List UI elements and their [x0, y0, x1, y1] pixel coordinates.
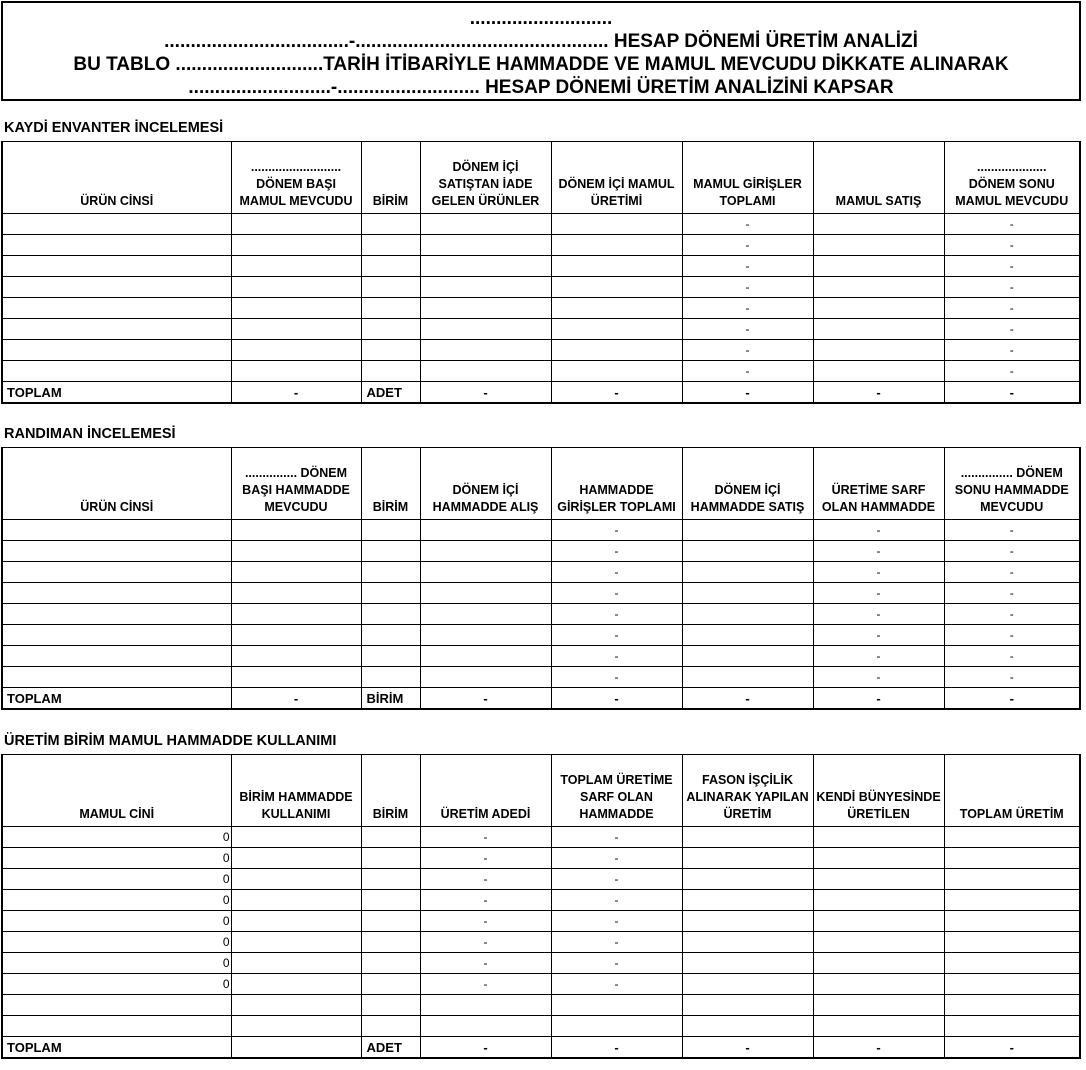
table-cell[interactable] [813, 848, 944, 869]
table-cell[interactable] [231, 827, 361, 848]
table-cell[interactable] [420, 256, 551, 277]
table-cell[interactable] [682, 604, 813, 625]
table-cell[interactable]: - [813, 646, 944, 667]
table-cell[interactable] [813, 1016, 944, 1037]
table-cell[interactable] [361, 932, 420, 953]
total-cell: - [551, 688, 682, 710]
table-cell[interactable] [2, 256, 231, 277]
table-cell[interactable] [361, 827, 420, 848]
table-cell[interactable] [361, 214, 420, 235]
table-cell[interactable] [231, 340, 361, 361]
section-title-uretim-birim: ÜRETİM BİRİM MAMUL HAMMADDE KULLANIMI [4, 733, 337, 749]
table-cell[interactable] [231, 932, 361, 953]
table-cell[interactable] [420, 277, 551, 298]
table-row [2, 827, 1080, 848]
table-cell[interactable] [551, 995, 682, 1016]
table-cell[interactable] [231, 319, 361, 340]
column-header: FASON İŞÇİLİK ALINARAK YAPILAN ÜRETİM [682, 755, 813, 827]
table-cell[interactable] [420, 298, 551, 319]
table-cell[interactable]: - [813, 541, 944, 562]
table-uretim-birim [1, 754, 1081, 1059]
table-row [2, 583, 1080, 604]
table-cell[interactable] [2, 1016, 231, 1037]
table-cell[interactable] [361, 646, 420, 667]
table-row [2, 625, 1080, 646]
table-row [2, 953, 1080, 974]
table-cell[interactable]: 0 [2, 911, 231, 932]
table-row [2, 277, 1080, 298]
table-cell[interactable]: - [682, 361, 813, 382]
table-cell[interactable] [2, 277, 231, 298]
total-cell: - [420, 688, 551, 710]
table-cell[interactable]: - [551, 646, 682, 667]
total-unit: ADET [361, 1037, 420, 1059]
title-line-dots: ........................... [469, 8, 613, 29]
total-cell: - [813, 382, 944, 404]
total-unit: BİRİM [361, 688, 420, 710]
total-label: TOPLAM [2, 1037, 231, 1059]
table-cell[interactable] [231, 869, 361, 890]
table-cell[interactable] [231, 911, 361, 932]
total-cell: - [682, 1037, 813, 1059]
table-cell[interactable] [361, 869, 420, 890]
table-cell[interactable] [361, 583, 420, 604]
table-cell[interactable] [551, 235, 682, 256]
table-cell[interactable] [813, 995, 944, 1016]
table-cell[interactable] [361, 562, 420, 583]
table-cell[interactable]: 0 [2, 890, 231, 911]
table-cell[interactable] [682, 911, 813, 932]
column-header: DÖNEM İÇİ SATIŞTAN İADE GELEN ÜRÜNLER [420, 142, 551, 214]
table-cell[interactable] [361, 974, 420, 995]
table-cell[interactable] [682, 974, 813, 995]
table-cell[interactable] [231, 541, 361, 562]
column-header: DÖNEM İÇİ HAMMADDE ALIŞ [420, 448, 551, 520]
table-cell[interactable] [944, 869, 1080, 890]
table-cell[interactable] [813, 911, 944, 932]
table-cell[interactable] [2, 298, 231, 319]
table-cell[interactable]: - [682, 277, 813, 298]
table-cell[interactable]: - [682, 256, 813, 277]
table-cell[interactable]: - [813, 667, 944, 688]
table-cell[interactable]: - [682, 214, 813, 235]
table-cell[interactable]: - [551, 890, 682, 911]
table-cell[interactable] [361, 541, 420, 562]
column-header: .................... DÖNEM SONU MAMUL MEVCUDU [944, 142, 1080, 214]
table-cell[interactable] [231, 277, 361, 298]
table-cell[interactable] [231, 890, 361, 911]
table-cell[interactable] [2, 604, 231, 625]
table-cell[interactable]: - [944, 520, 1080, 541]
table-cell[interactable] [420, 361, 551, 382]
table-cell[interactable] [361, 625, 420, 646]
table-cell[interactable] [813, 298, 944, 319]
table-cell[interactable] [682, 520, 813, 541]
table-cell[interactable] [2, 520, 231, 541]
table-cell[interactable]: - [551, 604, 682, 625]
table-cell[interactable] [420, 562, 551, 583]
table-cell[interactable] [944, 911, 1080, 932]
table-cell[interactable] [2, 235, 231, 256]
table-cell[interactable] [682, 625, 813, 646]
table-cell[interactable]: - [944, 298, 1080, 319]
column-header: BİRİM [361, 755, 420, 827]
table-cell[interactable] [231, 604, 361, 625]
table-row [2, 520, 1080, 541]
table-cell[interactable] [813, 214, 944, 235]
table-cell[interactable] [551, 340, 682, 361]
column-header: ÜRETİME SARF OLAN HAMMADDE [813, 448, 944, 520]
table-cell[interactable] [361, 604, 420, 625]
table-cell[interactable]: - [420, 953, 551, 974]
table-cell[interactable]: - [551, 667, 682, 688]
table-row [2, 995, 1080, 1016]
table-row [2, 890, 1080, 911]
total-label: TOPLAM [2, 688, 231, 710]
total-cell: - [682, 382, 813, 404]
table-row [2, 235, 1080, 256]
table-cell[interactable] [813, 932, 944, 953]
table-cell[interactable] [813, 319, 944, 340]
table-cell[interactable] [361, 911, 420, 932]
table-cell[interactable] [420, 995, 551, 1016]
table-cell[interactable] [231, 1016, 361, 1037]
table-cell[interactable] [361, 667, 420, 688]
table-cell[interactable] [944, 1016, 1080, 1037]
column-header: DÖNEM İÇİ HAMMADDE SATIŞ [682, 448, 813, 520]
table-cell[interactable]: 0 [2, 827, 231, 848]
table-row [2, 319, 1080, 340]
table-cell[interactable]: - [813, 562, 944, 583]
table-cell[interactable]: - [944, 583, 1080, 604]
table-row [2, 1016, 1080, 1037]
table-cell[interactable] [944, 827, 1080, 848]
table-cell[interactable] [813, 890, 944, 911]
table-cell[interactable] [420, 319, 551, 340]
table-cell[interactable]: - [944, 625, 1080, 646]
table-cell[interactable]: - [551, 520, 682, 541]
column-header: MAMUL CİNİ [2, 755, 231, 827]
table-cell[interactable] [2, 646, 231, 667]
table-cell[interactable]: - [420, 869, 551, 890]
table-cell[interactable]: - [551, 953, 682, 974]
table-cell[interactable]: - [420, 974, 551, 995]
table-cell[interactable] [231, 361, 361, 382]
column-header: MAMUL GİRİŞLER TOPLAMI [682, 142, 813, 214]
total-row [2, 1037, 1080, 1059]
table-cell[interactable] [551, 361, 682, 382]
table-cell[interactable] [231, 583, 361, 604]
table-cell[interactable]: - [944, 667, 1080, 688]
table-cell[interactable]: 0 [2, 848, 231, 869]
column-header: .......................... DÖNEM BAŞI MAMUL MEVCUDU [231, 142, 361, 214]
column-header: HAMMADDE GİRİŞLER TOPLAMI [551, 448, 682, 520]
table-cell[interactable] [551, 214, 682, 235]
table-cell[interactable]: - [551, 625, 682, 646]
column-header: ÜRÜN CİNSİ [2, 448, 231, 520]
table-cell[interactable] [231, 235, 361, 256]
table-cell[interactable] [682, 562, 813, 583]
table-cell[interactable]: - [682, 319, 813, 340]
total-row [2, 382, 1080, 404]
table-cell[interactable]: - [682, 340, 813, 361]
table-cell[interactable] [420, 1016, 551, 1037]
table-cell[interactable]: 0 [2, 932, 231, 953]
table-cell[interactable]: - [944, 562, 1080, 583]
total-cell: - [231, 382, 361, 404]
table-cell[interactable] [551, 256, 682, 277]
table-cell[interactable]: - [551, 974, 682, 995]
table-cell[interactable] [682, 646, 813, 667]
table-cell[interactable] [361, 520, 420, 541]
table-row [2, 604, 1080, 625]
table-row [2, 646, 1080, 667]
table-cell[interactable] [231, 667, 361, 688]
table-cell[interactable] [682, 827, 813, 848]
table-cell[interactable] [813, 256, 944, 277]
table-cell[interactable] [813, 953, 944, 974]
total-cell: - [551, 1037, 682, 1059]
table-cell[interactable]: - [551, 932, 682, 953]
table-cell[interactable]: - [551, 869, 682, 890]
table-row [2, 869, 1080, 890]
title-line-coverage: ...........................-........................... HESAP DÖNEMİ ÜRETİM ANALİZİNİ KAPSAR [188, 77, 894, 98]
table-cell[interactable]: - [944, 256, 1080, 277]
table-cell[interactable]: - [420, 932, 551, 953]
table-cell[interactable]: - [420, 890, 551, 911]
table-cell[interactable] [2, 583, 231, 604]
table-cell[interactable] [420, 604, 551, 625]
table-cell[interactable] [231, 974, 361, 995]
table-cell[interactable] [361, 277, 420, 298]
table-cell[interactable] [420, 235, 551, 256]
table-cell[interactable] [682, 541, 813, 562]
table-cell[interactable]: - [551, 848, 682, 869]
table-cell[interactable] [361, 1016, 420, 1037]
total-cell: - [944, 382, 1080, 404]
table-cell[interactable] [813, 340, 944, 361]
table-cell[interactable] [551, 277, 682, 298]
table-cell[interactable] [682, 667, 813, 688]
table-cell[interactable] [682, 583, 813, 604]
table-cell[interactable] [420, 214, 551, 235]
table-cell[interactable]: - [551, 911, 682, 932]
table-cell[interactable] [361, 361, 420, 382]
table-cell[interactable] [682, 890, 813, 911]
table-cell[interactable]: - [944, 604, 1080, 625]
table-cell[interactable] [944, 932, 1080, 953]
total-cell: - [944, 1037, 1080, 1059]
table-cell[interactable] [551, 319, 682, 340]
table-cell[interactable] [551, 1016, 682, 1037]
total-cell: - [682, 688, 813, 710]
table-cell[interactable] [813, 974, 944, 995]
column-header: ............... DÖNEM SONU HAMMADDE MEVCUDU [944, 448, 1080, 520]
total-cell: - [551, 382, 682, 404]
table-cell[interactable]: - [682, 235, 813, 256]
table-row [2, 911, 1080, 932]
section-title-randiman: RANDIMAN İNCELEMESİ [4, 426, 176, 442]
table-cell[interactable] [813, 235, 944, 256]
table-cell[interactable]: - [813, 625, 944, 646]
table-cell[interactable] [420, 646, 551, 667]
table-cell[interactable]: - [551, 827, 682, 848]
table-cell[interactable] [420, 667, 551, 688]
table-cell[interactable] [944, 953, 1080, 974]
table-cell[interactable] [813, 361, 944, 382]
table-cell[interactable]: 0 [2, 974, 231, 995]
table-cell[interactable] [944, 995, 1080, 1016]
table-cell[interactable]: - [420, 848, 551, 869]
total-cell [231, 1037, 361, 1059]
table-randiman [1, 447, 1081, 710]
total-cell: - [420, 382, 551, 404]
table-row [2, 256, 1080, 277]
column-header: MAMUL SATIŞ [813, 142, 944, 214]
table-cell[interactable] [231, 298, 361, 319]
table-cell[interactable] [361, 319, 420, 340]
title-line-period: ...................................-................................................ HESAP DÖNEMİ ÜRETİM ANALİZİ [164, 31, 918, 52]
table-cell[interactable] [420, 520, 551, 541]
column-header: DÖNEM İÇİ MAMUL ÜRETİMİ [551, 142, 682, 214]
table-row [2, 667, 1080, 688]
table-cell[interactable] [420, 583, 551, 604]
table-cell[interactable] [682, 869, 813, 890]
table-cell[interactable] [2, 562, 231, 583]
table-cell[interactable] [361, 890, 420, 911]
table-cell[interactable] [231, 256, 361, 277]
total-cell: - [813, 1037, 944, 1059]
column-header: TOPLAM ÜRETİM [944, 755, 1080, 827]
table-cell[interactable] [361, 995, 420, 1016]
table-cell[interactable] [231, 848, 361, 869]
table-cell[interactable] [944, 890, 1080, 911]
total-cell: - [420, 1037, 551, 1059]
table-cell[interactable] [551, 298, 682, 319]
table-cell[interactable] [682, 848, 813, 869]
column-header: BİRİM HAMMADDE KULLANIMI [231, 755, 361, 827]
column-header: KENDİ BÜNYESİNDE ÜRETİLEN [813, 755, 944, 827]
total-cell: - [813, 688, 944, 710]
table-cell[interactable] [813, 827, 944, 848]
column-header: BİRİM [361, 142, 420, 214]
table-cell[interactable] [2, 340, 231, 361]
table-cell[interactable] [813, 869, 944, 890]
table-cell[interactable] [420, 541, 551, 562]
table-cell[interactable] [361, 848, 420, 869]
table-cell[interactable] [231, 520, 361, 541]
table-cell[interactable] [682, 932, 813, 953]
total-label: TOPLAM [2, 382, 231, 404]
table-cell[interactable]: - [551, 562, 682, 583]
table-cell[interactable] [420, 625, 551, 646]
column-header: ÜRÜN CİNSİ [2, 142, 231, 214]
table-cell[interactable] [420, 340, 551, 361]
table-row [2, 298, 1080, 319]
table-cell[interactable] [2, 319, 231, 340]
table-cell[interactable] [2, 361, 231, 382]
column-header: TOPLAM ÜRETİME SARF OLAN HAMMADDE [551, 755, 682, 827]
table-cell[interactable] [682, 995, 813, 1016]
table-cell[interactable] [2, 541, 231, 562]
table-cell[interactable] [944, 848, 1080, 869]
table-cell[interactable] [231, 953, 361, 974]
column-header: ............... DÖNEM BAŞI HAMMADDE MEVCUDU [231, 448, 361, 520]
table-row [2, 848, 1080, 869]
table-cell[interactable] [231, 995, 361, 1016]
section-title-kaydi-envanter: KAYDİ ENVANTER İNCELEMESİ [4, 120, 224, 136]
table-cell[interactable] [944, 974, 1080, 995]
table-cell[interactable]: 0 [2, 869, 231, 890]
table-cell[interactable] [231, 646, 361, 667]
table-cell[interactable]: - [944, 214, 1080, 235]
table-cell[interactable] [682, 1016, 813, 1037]
table-cell[interactable]: - [813, 604, 944, 625]
table-cell[interactable]: - [944, 340, 1080, 361]
table-row [2, 214, 1080, 235]
header-row [2, 142, 1080, 214]
table-cell[interactable]: - [813, 583, 944, 604]
table-cell[interactable] [2, 995, 231, 1016]
table-row [2, 932, 1080, 953]
table-row [2, 541, 1080, 562]
table-cell[interactable] [231, 625, 361, 646]
table-cell[interactable]: 0 [2, 953, 231, 974]
column-header: ÜRETİM ADEDİ [420, 755, 551, 827]
table-cell[interactable]: - [682, 298, 813, 319]
total-unit: ADET [361, 382, 420, 404]
table-cell[interactable] [361, 256, 420, 277]
header-row [2, 448, 1080, 520]
table-cell[interactable]: - [551, 541, 682, 562]
table-cell[interactable] [682, 953, 813, 974]
column-header: BİRİM [361, 448, 420, 520]
table-kaydi-envanter [1, 141, 1081, 404]
table-cell[interactable] [231, 562, 361, 583]
header-row [2, 755, 1080, 827]
total-cell: - [944, 688, 1080, 710]
table-cell[interactable] [231, 214, 361, 235]
table-cell[interactable] [2, 625, 231, 646]
table-cell[interactable]: - [944, 646, 1080, 667]
table-cell[interactable]: - [944, 235, 1080, 256]
table-cell[interactable] [361, 953, 420, 974]
table-row [2, 361, 1080, 382]
table-cell[interactable]: - [944, 541, 1080, 562]
table-cell[interactable]: - [420, 827, 551, 848]
table-cell[interactable]: - [944, 277, 1080, 298]
total-row [2, 688, 1080, 710]
title-line-scope: BU TABLO ............................TARİH İTİBARİYLE HAMMADDE VE MAMUL MEVCUDU DİKKATE ALINARAK [73, 54, 1009, 75]
table-cell[interactable] [813, 277, 944, 298]
table-cell[interactable]: - [420, 911, 551, 932]
table-row [2, 974, 1080, 995]
table-cell[interactable] [2, 214, 231, 235]
table-cell[interactable]: - [813, 520, 944, 541]
table-cell[interactable] [361, 340, 420, 361]
table-cell[interactable]: - [944, 361, 1080, 382]
total-cell: - [231, 688, 361, 710]
table-cell[interactable] [2, 667, 231, 688]
table-cell[interactable]: - [551, 583, 682, 604]
table-cell[interactable]: - [944, 319, 1080, 340]
table-cell[interactable] [361, 298, 420, 319]
table-cell[interactable] [361, 235, 420, 256]
table-row [2, 340, 1080, 361]
report-title-box [1, 1, 1081, 101]
table-row [2, 562, 1080, 583]
